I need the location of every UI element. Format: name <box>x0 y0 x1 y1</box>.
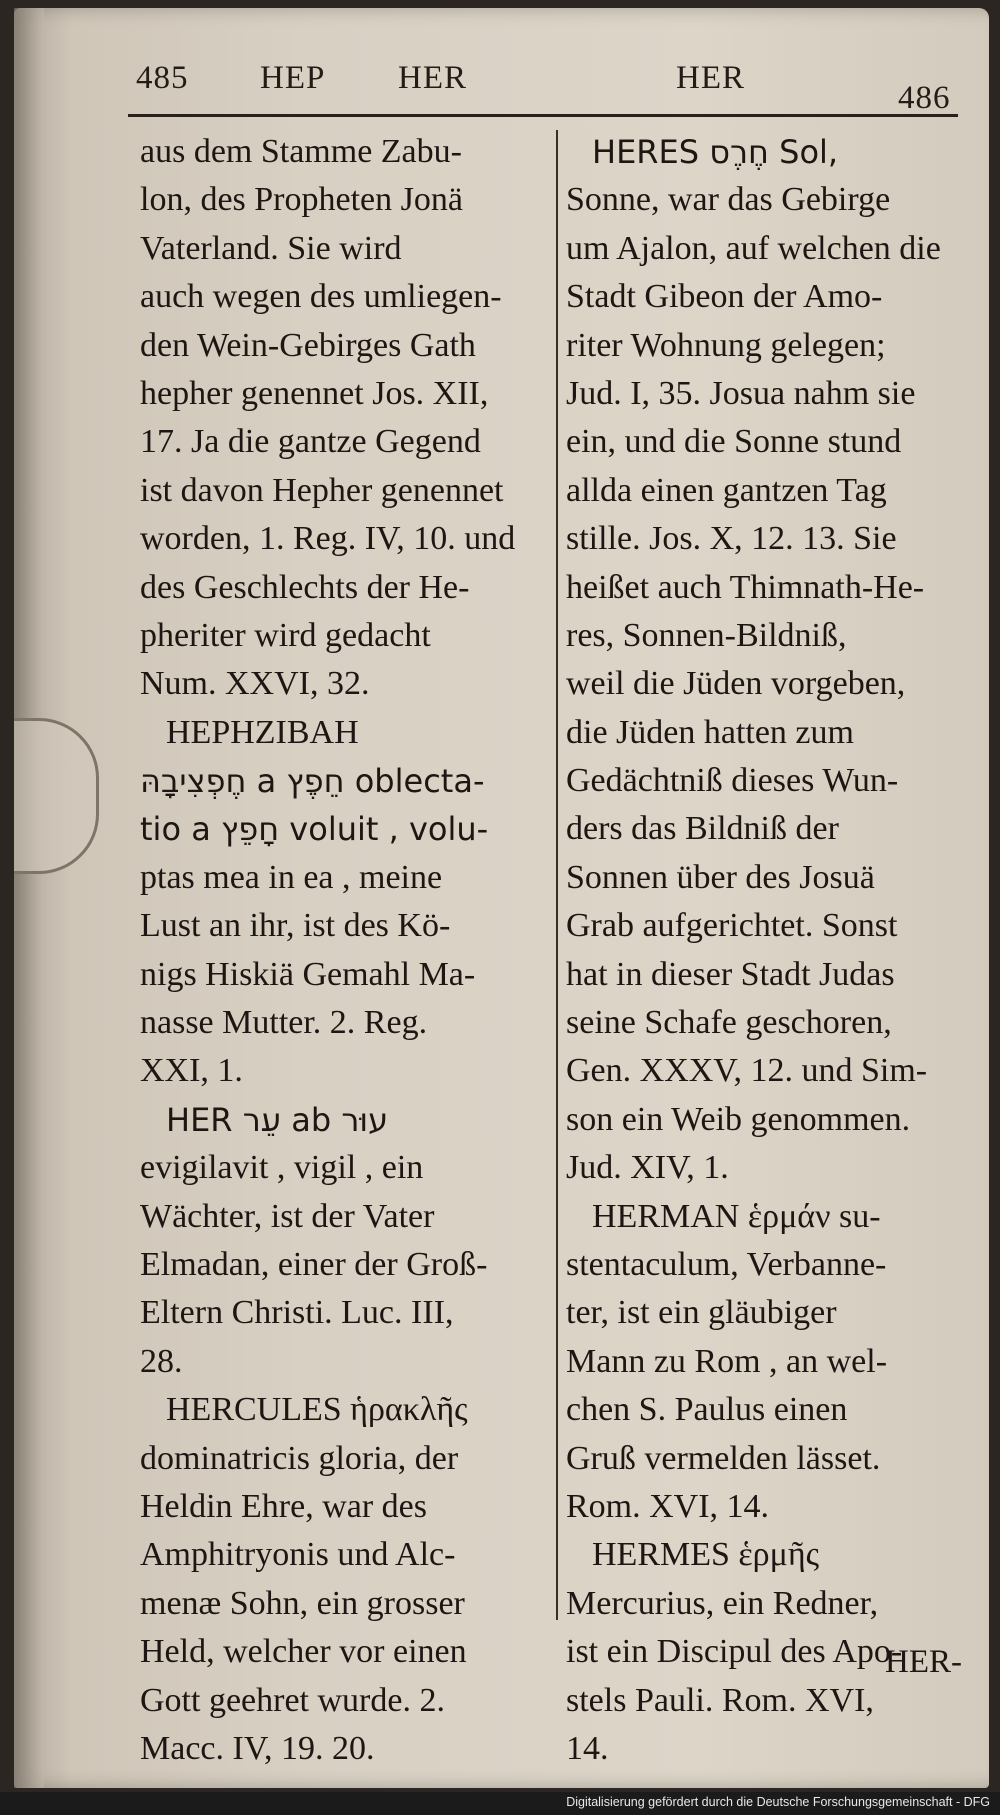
text-line: Jud. I, 35. Josua nahm sie <box>566 374 916 412</box>
header-rule <box>128 114 958 117</box>
text-line: res, Sonnen-Bildniß, <box>566 616 847 654</box>
text-line: Macc. IV, 19. 20. <box>140 1729 375 1767</box>
text-line: 14. <box>566 1729 609 1767</box>
text-line: Eltern Christi. Luc. III, <box>140 1294 454 1332</box>
text-line: weil die Jüden vorgeben, <box>566 665 906 703</box>
text-line: ist davon Hepher genennet <box>140 471 504 509</box>
text-line: Lust an ihr, ist des Kö- <box>140 907 451 945</box>
text-line: lon, des Propheten Jonä <box>140 181 463 219</box>
text-line: die Jüden hatten zum <box>566 713 854 751</box>
text-line: Gen. XXXV, 12. und Sim- <box>566 1052 928 1090</box>
text-line: Wächter, ist der Vater <box>140 1197 435 1235</box>
text-line: nasse Mutter. 2. Reg. <box>140 1004 428 1042</box>
text-line: den Wein-Gebirges Gath <box>140 326 476 364</box>
right-column <box>566 128 966 1773</box>
text-line: aus dem Stamme Zabu- <box>140 133 462 170</box>
text-line: ist ein Discipul des Apo- <box>566 1633 903 1671</box>
text-line: stels Pauli. Rom. XVI, <box>566 1681 874 1719</box>
page-number-right: 486 <box>898 80 951 116</box>
text-line: Num. XXVI, 32. <box>140 665 370 703</box>
text-line: worden, 1. Reg. IV, 10. und <box>140 520 516 558</box>
page-number-left: 485 <box>136 60 189 96</box>
digitization-credit: Digitalisierung gefördert durch die Deutsche Forschungsgemeinschaft - DFG <box>566 1795 990 1809</box>
text-line: HERES חֶרֶס Sol, <box>592 133 839 171</box>
text-line: Rom. XVI, 14. <box>566 1487 770 1525</box>
text-line: chen S. Paulus einen <box>566 1391 848 1429</box>
text-line: auch wegen des umliegen- <box>140 278 502 316</box>
text-line: HEPHZIBAH <box>166 713 359 751</box>
text-line: Held, welcher vor einen <box>140 1633 467 1671</box>
text-line: stentaculum, Verbanne- <box>566 1245 887 1283</box>
text-line: HERMES ἑρμῆς <box>592 1536 820 1574</box>
text-line: tio a חָפֵץ voluit , volu- <box>140 810 489 849</box>
text-line: Gruß vermelden lässet. <box>566 1439 881 1477</box>
text-line: son ein Weib genommen. <box>566 1100 911 1138</box>
text-line: Grab aufgerichtet. Sonst <box>566 907 898 945</box>
text-line: menæ Sohn, ein grosser <box>140 1584 465 1622</box>
text-line: Amphitryonis und Alc- <box>140 1536 456 1574</box>
text-line: stille. Jos. X, 12. 13. Sie <box>566 520 897 558</box>
text-line: um Ajalon, auf welchen die <box>566 229 941 267</box>
left-column <box>140 128 550 1773</box>
text-line: Mann zu Rom , an wel- <box>566 1342 888 1380</box>
text-line: HERMAN ἑρμάν su- <box>592 1197 881 1235</box>
text-line: Stadt Gibeon der Amo- <box>566 278 883 316</box>
text-line: hat in dieser Stadt Judas <box>566 955 895 993</box>
text-line: ptas mea in ea , meine <box>140 858 443 896</box>
text-line: Sonne, war das Gebirge <box>566 181 891 219</box>
running-head-right: HER <box>676 60 745 96</box>
running-head-left-1: HEP <box>260 60 326 96</box>
text-line: evigilavit , vigil , ein <box>140 1149 424 1187</box>
text-line: pheriter wird gedacht <box>140 616 431 654</box>
column-divider <box>556 130 558 1620</box>
text-line: heißet auch Thimnath-He- <box>566 568 925 606</box>
text-line: Elmadan, einer der Groß- <box>140 1245 488 1283</box>
text-line: Vaterland. Sie wird <box>140 229 402 267</box>
text-line: 28. <box>140 1342 183 1380</box>
text-line: Sonnen über des Josuä <box>566 858 875 896</box>
text-line: ders das Bildniß der <box>566 810 839 848</box>
page-spine-shadow <box>14 8 44 1788</box>
text-line: חֶפְצִיבָהּ a חֵפֶץ oblecta- <box>140 762 485 801</box>
text-line: hepher genennet Jos. XII, <box>140 374 489 412</box>
text-line: HER עֵר ab עוּר <box>166 1100 389 1139</box>
text-line: riter Wohnung gelegen; <box>566 326 886 364</box>
text-line: Jud. XIV, 1. <box>566 1149 729 1187</box>
text-line: Heldin Ehre, war des <box>140 1487 428 1525</box>
running-head-left-2: HER <box>398 60 467 96</box>
text-line: Mercurius, ein Redner, <box>566 1584 879 1622</box>
text-line: 17. Ja die gantze Gegend <box>140 423 481 461</box>
text-line: Gott geehret wurde. 2. <box>140 1681 445 1719</box>
text-line: des Geschlechts der He- <box>140 568 470 606</box>
text-line: Gedächtniß dieses Wun- <box>566 762 899 800</box>
text-line: seine Schafe geschoren, <box>566 1004 892 1042</box>
text-line: dominatricis gloria, der <box>140 1439 459 1477</box>
text-line: nigs Hiskiä Gemahl Ma- <box>140 955 476 993</box>
text-line: ter, ist ein gläubiger <box>566 1294 837 1332</box>
text-line: allda einen gantzen Tag <box>566 471 887 509</box>
running-header <box>110 60 970 120</box>
text-line: HERCULES ἡρακλῆς <box>166 1391 468 1429</box>
text-line: ein, und die Sonne stund <box>566 423 902 461</box>
page-tab-marker <box>14 718 99 874</box>
text-line: XXI, 1. <box>140 1052 243 1090</box>
catchword: HER- <box>885 1644 962 1680</box>
